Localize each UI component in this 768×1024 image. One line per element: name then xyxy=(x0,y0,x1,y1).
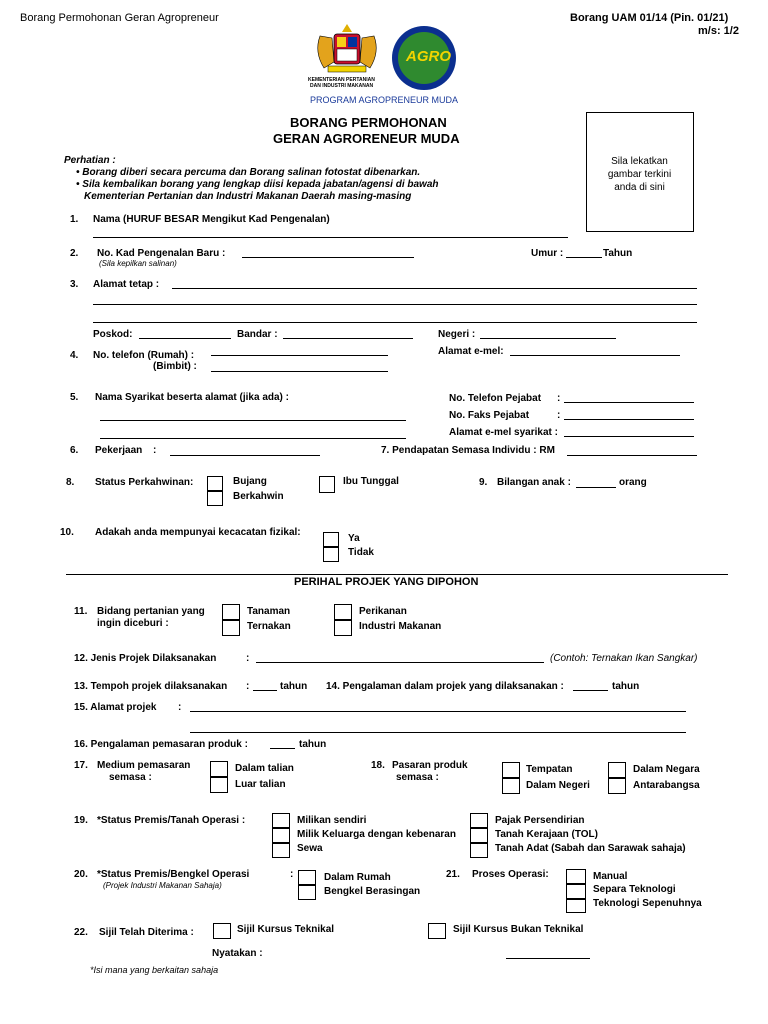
specify-label: Nyatakan : xyxy=(212,948,263,959)
checkbox-ya[interactable] xyxy=(323,532,339,547)
address-field-1[interactable] xyxy=(172,288,697,289)
q5-number: 5. xyxy=(70,392,79,403)
option-tempatan: Tempatan xyxy=(526,764,573,775)
checkbox-antarabangsa[interactable] xyxy=(608,778,626,794)
duration-field[interactable] xyxy=(253,690,277,691)
q2-number: 2. xyxy=(70,248,79,259)
checkbox-sewa[interactable] xyxy=(272,843,290,858)
q6-number: 6. xyxy=(70,445,79,456)
form-title-line2: GERAN AGRORENEUR MUDA xyxy=(273,131,460,146)
photo-instruction-2: gambar terkini xyxy=(607,169,672,180)
occupation-field[interactable] xyxy=(170,455,320,456)
checkbox-industri-makanan[interactable] xyxy=(334,620,352,636)
q12-label: 12. Jenis Projek Dilaksanakan xyxy=(74,653,217,664)
q14-unit: tahun xyxy=(612,681,640,692)
q10-number: 10. xyxy=(60,527,74,538)
q2-note: (Sila kepilkan salinan) xyxy=(99,259,177,268)
coat-of-arms-icon xyxy=(312,22,382,80)
q8-label: Status Perkahwinan: xyxy=(95,477,194,488)
option-sijil-teknikal: Sijil Kursus Teknikal xyxy=(237,924,335,935)
option-sepenuhnya: Teknologi Sepenuhnya xyxy=(593,898,702,909)
fax-colon: : xyxy=(557,410,561,421)
q10-label: Adakah anda mempunyai kecacatan fizikal: xyxy=(95,527,301,538)
q15-colon: : xyxy=(178,702,182,713)
option-bengkel: Bengkel Berasingan xyxy=(324,886,421,897)
checkbox-bujang[interactable] xyxy=(207,476,223,491)
name-field[interactable] xyxy=(93,237,568,238)
q20-colon: : xyxy=(290,869,294,880)
state-field[interactable] xyxy=(480,338,616,339)
office-phone-label: No. Telefon Pejabat xyxy=(449,393,542,404)
mobile-label: (Bimbit) : xyxy=(153,361,197,372)
checkbox-ternakan[interactable] xyxy=(222,620,240,636)
option-sijil-bukan-teknikal: Sijil Kursus Bukan Teknikal xyxy=(453,924,584,935)
city-field[interactable] xyxy=(283,338,413,339)
experience-field[interactable] xyxy=(573,690,608,691)
age-field[interactable] xyxy=(566,257,602,258)
footnote: *Isi mana yang berkaitan sahaja xyxy=(90,965,219,975)
page-number: m/s: 1/2 xyxy=(698,25,739,37)
marketing-exp-field[interactable] xyxy=(270,748,295,749)
notice-bullet-1: • Borang diberi secara percuma dan Borang salinan fotostat dibenarkan. xyxy=(76,167,421,178)
option-tanah-adat: Tanah Adat (Sabah dan Sarawak sahaja) xyxy=(495,843,686,854)
q16-label: 16. Pengalaman pemasaran produk : xyxy=(74,739,248,750)
q22-number: 22. xyxy=(74,927,88,938)
project-address-field-2[interactable] xyxy=(190,732,686,733)
company-field-2[interactable] xyxy=(100,438,406,439)
checkbox-dalam-negeri[interactable] xyxy=(502,778,520,794)
option-dalam-rumah: Dalam Rumah xyxy=(324,872,391,883)
q15-label: 15. Alamat projek xyxy=(74,702,157,713)
q17-label-1: Medium pemasaran xyxy=(97,760,191,771)
option-milik-keluarga: Milik Keluarga dengan kebenaran xyxy=(297,829,456,840)
checkbox-berkahwin[interactable] xyxy=(207,491,223,506)
option-tidak: Tidak xyxy=(348,547,374,558)
option-ibu-tunggal: Ibu Tunggal xyxy=(343,476,399,487)
fax-field[interactable] xyxy=(564,419,694,420)
checkbox-luar-talian[interactable] xyxy=(210,777,228,793)
checkbox-perikanan[interactable] xyxy=(334,604,352,620)
company-field-1[interactable] xyxy=(100,420,406,421)
q13-unit: tahun xyxy=(280,681,308,692)
age-unit: Tahun xyxy=(603,248,633,259)
company-email-label: Alamat e-mel syarikat : xyxy=(449,427,558,438)
age-label: Umur : xyxy=(531,248,564,259)
option-perikanan: Perikanan xyxy=(359,606,407,617)
q22-label: Sijil Telah Diterima : xyxy=(99,927,194,938)
agro-logo-text: AGRO xyxy=(406,48,451,65)
q12-colon: : xyxy=(246,653,250,664)
q12-example: (Contoh: Ternakan Ikan Sangkar) xyxy=(550,653,698,664)
q13-label: 13. Tempoh projek dilaksanakan xyxy=(74,681,228,692)
q9-number: 9. xyxy=(479,477,488,488)
ministry-name-line1: KEMENTERIAN PERTANIAN xyxy=(308,77,375,83)
fax-label: No. Faks Pejabat xyxy=(449,410,530,421)
checkbox-bengkel[interactable] xyxy=(298,885,316,900)
option-dalam-negeri: Dalam Negeri xyxy=(526,780,590,791)
option-separa: Separa Teknologi xyxy=(593,884,676,895)
option-industri-makanan: Industri Makanan xyxy=(359,621,442,632)
q20-number: 20. xyxy=(74,869,88,880)
option-antarabangsa: Antarabangsa xyxy=(633,780,700,791)
q1-number: 1. xyxy=(70,214,79,225)
q21-label: Proses Operasi: xyxy=(472,869,549,880)
checkbox-tanaman[interactable] xyxy=(222,604,240,620)
q11-label-1: Bidang pertanian yang xyxy=(97,606,205,617)
q5-label: Nama Syarikat beserta alamat (jika ada) : xyxy=(95,392,289,403)
city-label: Bandar : xyxy=(237,329,278,340)
option-ya: Ya xyxy=(348,533,360,544)
checkbox-sijil-bukan-teknikal[interactable] xyxy=(428,923,446,939)
home-phone-field[interactable] xyxy=(211,355,388,356)
company-email-field[interactable] xyxy=(564,436,694,437)
q18-number: 18. xyxy=(371,760,385,771)
checkbox-dalam-negara[interactable] xyxy=(608,762,626,778)
q19-label: *Status Premis/Tanah Operasi : xyxy=(97,815,246,826)
q4-label: No. telefon (Rumah) : xyxy=(93,350,195,361)
option-tanah-kerajaan: Tanah Kerajaan (TOL) xyxy=(495,829,598,840)
q4-number: 4. xyxy=(70,350,79,361)
state-label: Negeri : xyxy=(438,329,476,340)
q13-colon: : xyxy=(246,681,250,692)
checkbox-dalam-rumah[interactable] xyxy=(298,870,316,885)
postcode-field[interactable] xyxy=(139,338,231,339)
q1-label: Nama (HURUF BESAR Mengikut Kad Pengenalan) xyxy=(93,214,330,225)
checkbox-tempatan[interactable] xyxy=(502,762,520,778)
option-manual: Manual xyxy=(593,871,628,882)
address-field-3[interactable] xyxy=(93,322,697,323)
income-field[interactable] xyxy=(567,455,697,456)
agro-logo-icon xyxy=(392,26,456,90)
form-header-title: Borang Permohonan Geran Agropreneur xyxy=(20,12,219,24)
checkbox-tidak[interactable] xyxy=(323,547,339,562)
q18-label-2: semasa : xyxy=(396,772,439,783)
option-luar-talian: Luar talian xyxy=(235,779,286,790)
checkbox-dalam-talian[interactable] xyxy=(210,761,228,777)
option-tanaman: Tanaman xyxy=(247,606,291,617)
checkbox-sijil-teknikal[interactable] xyxy=(213,923,231,939)
q19-number: 19. xyxy=(74,815,88,826)
q7-label: 7. Pendapatan Semasa Individu : RM xyxy=(381,445,555,456)
q20-note: (Projek Industri Makanan Sahaja) xyxy=(103,881,222,890)
form-title-line1: BORANG PERMOHONAN xyxy=(290,115,447,130)
option-bujang: Bujang xyxy=(233,476,267,487)
section-divider xyxy=(66,574,728,575)
photo-instruction-3: anda di sini xyxy=(614,182,665,193)
q11-number: 11. xyxy=(74,606,88,617)
q9-label: Bilangan anak : xyxy=(497,477,571,488)
checkbox-pajak[interactable] xyxy=(470,813,488,828)
checkbox-ibu-tunggal[interactable] xyxy=(319,476,335,493)
q11-label-2: ingin diceburi : xyxy=(97,618,169,629)
email-field[interactable] xyxy=(510,355,680,356)
office-phone-colon: : xyxy=(557,393,561,404)
q20-label: *Status Premis/Bengkel Operasi xyxy=(97,869,250,880)
form-code: Borang UAM 01/14 (Pin. 01/21) xyxy=(570,12,729,24)
q16-unit: tahun xyxy=(299,739,327,750)
project-address-field-1[interactable] xyxy=(190,711,686,712)
q17-label-2: semasa : xyxy=(109,772,152,783)
address-field-2[interactable] xyxy=(93,304,697,305)
photo-box[interactable] xyxy=(586,112,694,232)
q21-number: 21. xyxy=(446,869,460,880)
option-pajak: Pajak Persendirian xyxy=(495,815,585,826)
notice-label: Perhatian : xyxy=(64,155,116,166)
checkbox-milikan-sendiri[interactable] xyxy=(272,813,290,828)
postcode-label: Poskod: xyxy=(93,329,133,340)
office-phone-field[interactable] xyxy=(564,402,694,403)
checkbox-manual[interactable] xyxy=(566,869,586,884)
q6-label: Pekerjaan xyxy=(95,445,143,456)
q6-colon: : xyxy=(153,445,157,456)
q17-number: 17. xyxy=(74,760,88,771)
checkbox-sepenuhnya[interactable] xyxy=(566,899,586,913)
q3-number: 3. xyxy=(70,279,79,290)
q8-number: 8. xyxy=(66,477,75,488)
mobile-field[interactable] xyxy=(211,371,388,372)
ministry-name-line2: DAN INDUSTRI MAKANAN xyxy=(310,83,374,89)
checkbox-separa[interactable] xyxy=(566,884,586,899)
email-label: Alamat e-mel: xyxy=(438,346,504,357)
program-name: PROGRAM AGROPRENEUR MUDA xyxy=(310,95,459,105)
q3-label: Alamat tetap : xyxy=(93,279,160,290)
section-title: PERIHAL PROJEK YANG DIPOHON xyxy=(294,576,479,588)
children-field[interactable] xyxy=(576,487,616,488)
option-milikan-sendiri: Milikan sendiri xyxy=(297,815,367,826)
ic-field[interactable] xyxy=(242,257,414,258)
option-dalam-talian: Dalam talian xyxy=(235,763,294,774)
checkbox-tanah-kerajaan[interactable] xyxy=(470,828,488,843)
option-dalam-negara: Dalam Negara xyxy=(633,764,700,775)
option-berkahwin: Berkahwin xyxy=(233,491,284,502)
checkbox-milik-keluarga[interactable] xyxy=(272,828,290,843)
q2-label: No. Kad Pengenalan Baru : xyxy=(97,248,226,259)
children-unit: orang xyxy=(619,477,647,488)
notice-bullet-2: • Sila kembalikan borang yang lengkap diisi kepada jabatan/agensi di bawah xyxy=(76,179,439,190)
specify-field[interactable] xyxy=(506,958,590,959)
photo-instruction-1: Sila lekatkan xyxy=(611,156,668,167)
notice-bullet-3: Kementerian Pertanian dan Industri Makanan Daerah masing-masing xyxy=(84,191,412,202)
q18-label-1: Pasaran produk xyxy=(392,760,468,771)
q14-label: 14. Pengalaman dalam projek yang dilaksanakan : xyxy=(326,681,564,692)
checkbox-tanah-adat[interactable] xyxy=(470,843,488,858)
option-sewa: Sewa xyxy=(297,843,323,854)
project-type-field[interactable] xyxy=(256,662,544,663)
option-ternakan: Ternakan xyxy=(247,621,291,632)
